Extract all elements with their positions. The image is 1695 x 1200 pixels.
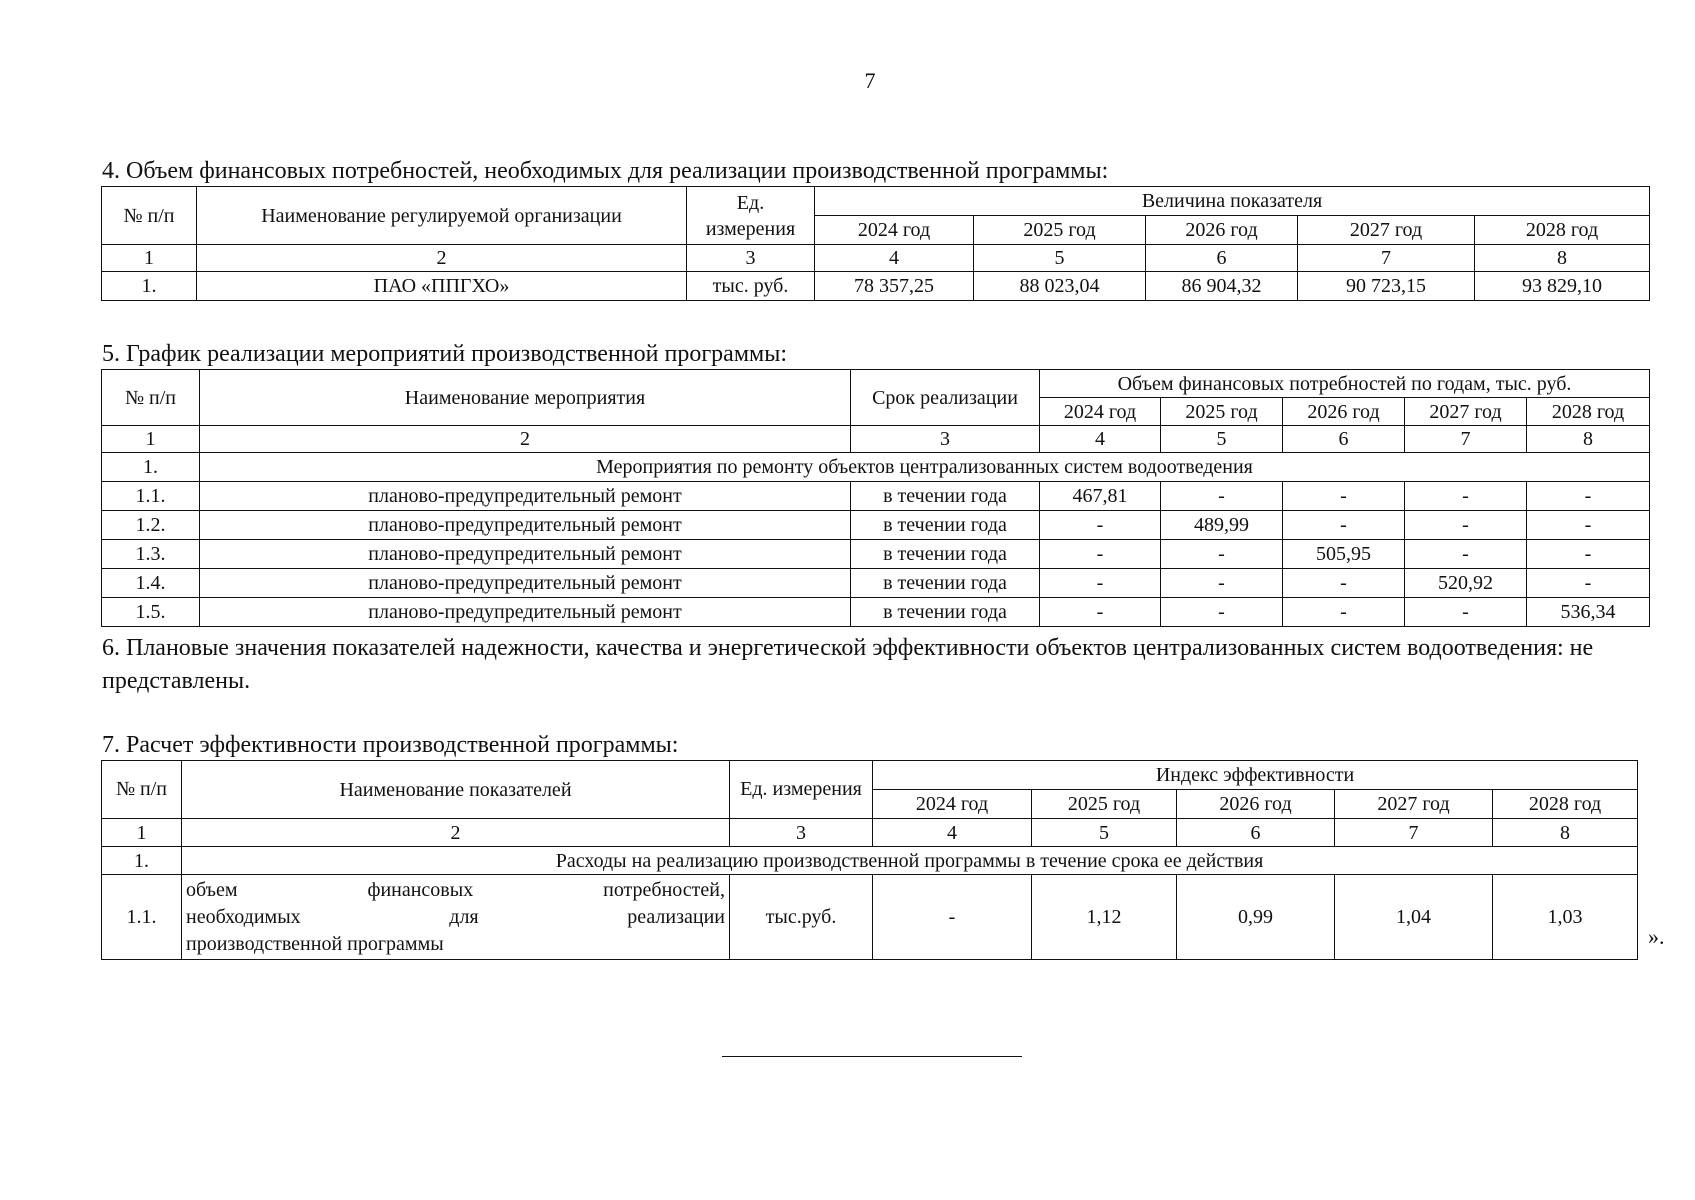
row-value: - [1405, 482, 1527, 511]
row-value: - [1405, 540, 1527, 569]
row-num: 1.2. [102, 511, 200, 540]
table-row [102, 875, 1638, 960]
col-number: 2 [182, 819, 730, 847]
row-value: - [1161, 540, 1283, 569]
table-row [102, 482, 1650, 511]
header-year: 2026 год [1283, 398, 1405, 426]
row-value: - [1161, 569, 1283, 598]
section4-colnum-row [102, 245, 1650, 272]
row-name-word: финансовых [367, 878, 474, 901]
col-number: 1 [102, 819, 182, 847]
row-name-line [186, 904, 725, 931]
row-value: 86 904,32 [1146, 272, 1298, 301]
row-value: - [1527, 569, 1650, 598]
header-num: № п/п [102, 370, 200, 426]
row-value: - [1527, 482, 1650, 511]
col-number: 1 [102, 245, 197, 272]
row-value: 93 829,10 [1475, 272, 1650, 301]
row-value: - [1040, 598, 1161, 627]
section7-colnum-row [102, 819, 1638, 847]
row-name-word: производственной программы [186, 932, 444, 955]
col-number: 6 [1283, 426, 1405, 453]
group-label: Мероприятия по ремонту объектов централизованных систем водоотведения [200, 453, 1650, 482]
col-number: 8 [1493, 819, 1638, 847]
col-number: 8 [1475, 245, 1650, 272]
table-row [102, 272, 1650, 301]
header-year: 2026 год [1146, 216, 1298, 245]
row-num: 1.4. [102, 569, 200, 598]
header-year: 2027 год [1298, 216, 1475, 245]
row-term: в течении года [851, 569, 1040, 598]
row-name-line [186, 931, 725, 958]
row-unit: тыс. руб. [687, 272, 815, 301]
row-name-word: для [449, 905, 479, 928]
header-year: 2028 год [1527, 398, 1650, 426]
row-value: 489,99 [1161, 511, 1283, 540]
row-name: планово-предупредительный ремонт [200, 569, 851, 598]
row-term: в течении года [851, 482, 1040, 511]
row-value: - [1283, 598, 1405, 627]
col-number: 7 [1298, 245, 1475, 272]
page-number: 7 [864, 68, 876, 93]
col-number: 1 [102, 426, 200, 453]
row-value: 88 023,04 [974, 272, 1146, 301]
col-number: 7 [1405, 426, 1527, 453]
row-value: 1,04 [1335, 875, 1493, 960]
row-num: 1.5. [102, 598, 200, 627]
header-unit: Ед. измерения [687, 187, 815, 245]
row-value: - [1283, 511, 1405, 540]
row-num: 1.1. [102, 875, 182, 960]
col-number: 6 [1146, 245, 1298, 272]
col-number: 7 [1335, 819, 1493, 847]
section5-colnum-row [102, 426, 1650, 453]
header-name: Наименование мероприятия [200, 370, 851, 426]
header-year: 2027 год [1335, 790, 1493, 819]
row-name-word: реализации [627, 905, 725, 928]
col-number: 3 [730, 819, 873, 847]
row-unit: тыс.руб. [730, 875, 873, 960]
col-number: 8 [1527, 426, 1650, 453]
row-name-line [186, 877, 725, 904]
col-number: 2 [200, 426, 851, 453]
header-year: 2025 год [974, 216, 1146, 245]
row-name: планово-предупредительный ремонт [200, 598, 851, 627]
header-year: 2024 год [873, 790, 1032, 819]
row-value: 78 357,25 [815, 272, 974, 301]
row-name-word: необходимых [186, 905, 301, 928]
section7-table [101, 760, 1638, 960]
row-value: - [1405, 598, 1527, 627]
row-value: - [1283, 482, 1405, 511]
section7-title: 7. Расчет эффективности производственной программы: [102, 732, 679, 758]
group-label: Расходы на реализацию производственной программы в течение срока ее действия [182, 847, 1638, 875]
row-num: 1.1. [102, 482, 200, 511]
header-year: 2027 год [1405, 398, 1527, 426]
row-name-word: потребностей, [603, 878, 725, 901]
row-term: в течении года [851, 511, 1040, 540]
col-number: 4 [815, 245, 974, 272]
row-num: 1.3. [102, 540, 200, 569]
table-row [102, 598, 1650, 627]
header-name: Наименование регулируемой организации [197, 187, 687, 245]
col-number: 2 [197, 245, 687, 272]
row-value: 467,81 [1040, 482, 1161, 511]
section7-header-row [102, 761, 1638, 790]
row-name: планово-предупредительный ремонт [200, 511, 851, 540]
row-name: планово-предупредительный ремонт [200, 540, 851, 569]
section5-table [101, 369, 1650, 627]
col-number: 6 [1177, 819, 1335, 847]
col-number: 4 [873, 819, 1032, 847]
header-unit: Ед. измерения [730, 761, 873, 819]
header-term: Срок реализации [851, 370, 1040, 426]
row-value: - [873, 875, 1032, 960]
header-num: № п/п [102, 761, 182, 819]
row-value: 520,92 [1405, 569, 1527, 598]
group-row [102, 453, 1650, 482]
header-year: 2028 год [1493, 790, 1638, 819]
row-value: - [1527, 511, 1650, 540]
group-num: 1. [102, 453, 200, 482]
row-name: планово-предупредительный ремонт [200, 482, 851, 511]
row-value: 1,12 [1032, 875, 1177, 960]
row-value: 505,95 [1283, 540, 1405, 569]
header-group: Индекс эффективности [873, 761, 1638, 790]
table-row [102, 511, 1650, 540]
section5-header-row [102, 370, 1650, 398]
header-year: 2028 год [1475, 216, 1650, 245]
row-value: - [1405, 511, 1527, 540]
row-value: - [1527, 540, 1650, 569]
col-number: 3 [687, 245, 815, 272]
row-value: - [1040, 511, 1161, 540]
col-number: 5 [1032, 819, 1177, 847]
section6-text: 6. Плановые значения показателей надежности, качества и энергетической эффективности объектов централизованных систем водоотведения: не представлены. [102, 635, 1594, 694]
header-year: 2025 год [1161, 398, 1283, 426]
footer-divider [722, 1056, 1022, 1057]
row-value: 1,03 [1493, 875, 1638, 960]
col-number: 3 [851, 426, 1040, 453]
group-num: 1. [102, 847, 182, 875]
section5-title: 5. График реализации мероприятий производственной программы: [102, 341, 787, 367]
table-row [102, 569, 1650, 598]
col-number: 5 [974, 245, 1146, 272]
header-year: 2026 год [1177, 790, 1335, 819]
section4-header-row [102, 187, 1650, 216]
table-row [102, 540, 1650, 569]
col-number: 4 [1040, 426, 1161, 453]
group-row [102, 847, 1638, 875]
row-term: в течении года [851, 598, 1040, 627]
header-year: 2024 год [815, 216, 974, 245]
row-name [182, 875, 730, 960]
header-year: 2024 год [1040, 398, 1161, 426]
row-name-word: объем [186, 878, 238, 901]
row-value: - [1161, 482, 1283, 511]
col-number: 5 [1161, 426, 1283, 453]
closing-quote-mark: ». [1648, 924, 1665, 949]
row-num: 1. [102, 272, 197, 301]
row-value: 536,34 [1527, 598, 1650, 627]
header-year: 2025 год [1032, 790, 1177, 819]
header-group: Объем финансовых потребностей по годам, тыс. руб. [1040, 370, 1650, 398]
row-value: 0,99 [1177, 875, 1335, 960]
section4-table [101, 186, 1650, 301]
row-term: в течении года [851, 540, 1040, 569]
section4-title: 4. Объем финансовых потребностей, необходимых для реализации производственной программы: [102, 158, 1109, 184]
row-value: - [1040, 569, 1161, 598]
row-value: 90 723,15 [1298, 272, 1475, 301]
row-value: - [1040, 540, 1161, 569]
row-value: - [1283, 569, 1405, 598]
row-name: ПАО «ППГХО» [197, 272, 687, 301]
row-value: - [1161, 598, 1283, 627]
header-name: Наименование показателей [182, 761, 730, 819]
header-num: № п/п [102, 187, 197, 245]
header-group: Величина показателя [815, 187, 1650, 216]
